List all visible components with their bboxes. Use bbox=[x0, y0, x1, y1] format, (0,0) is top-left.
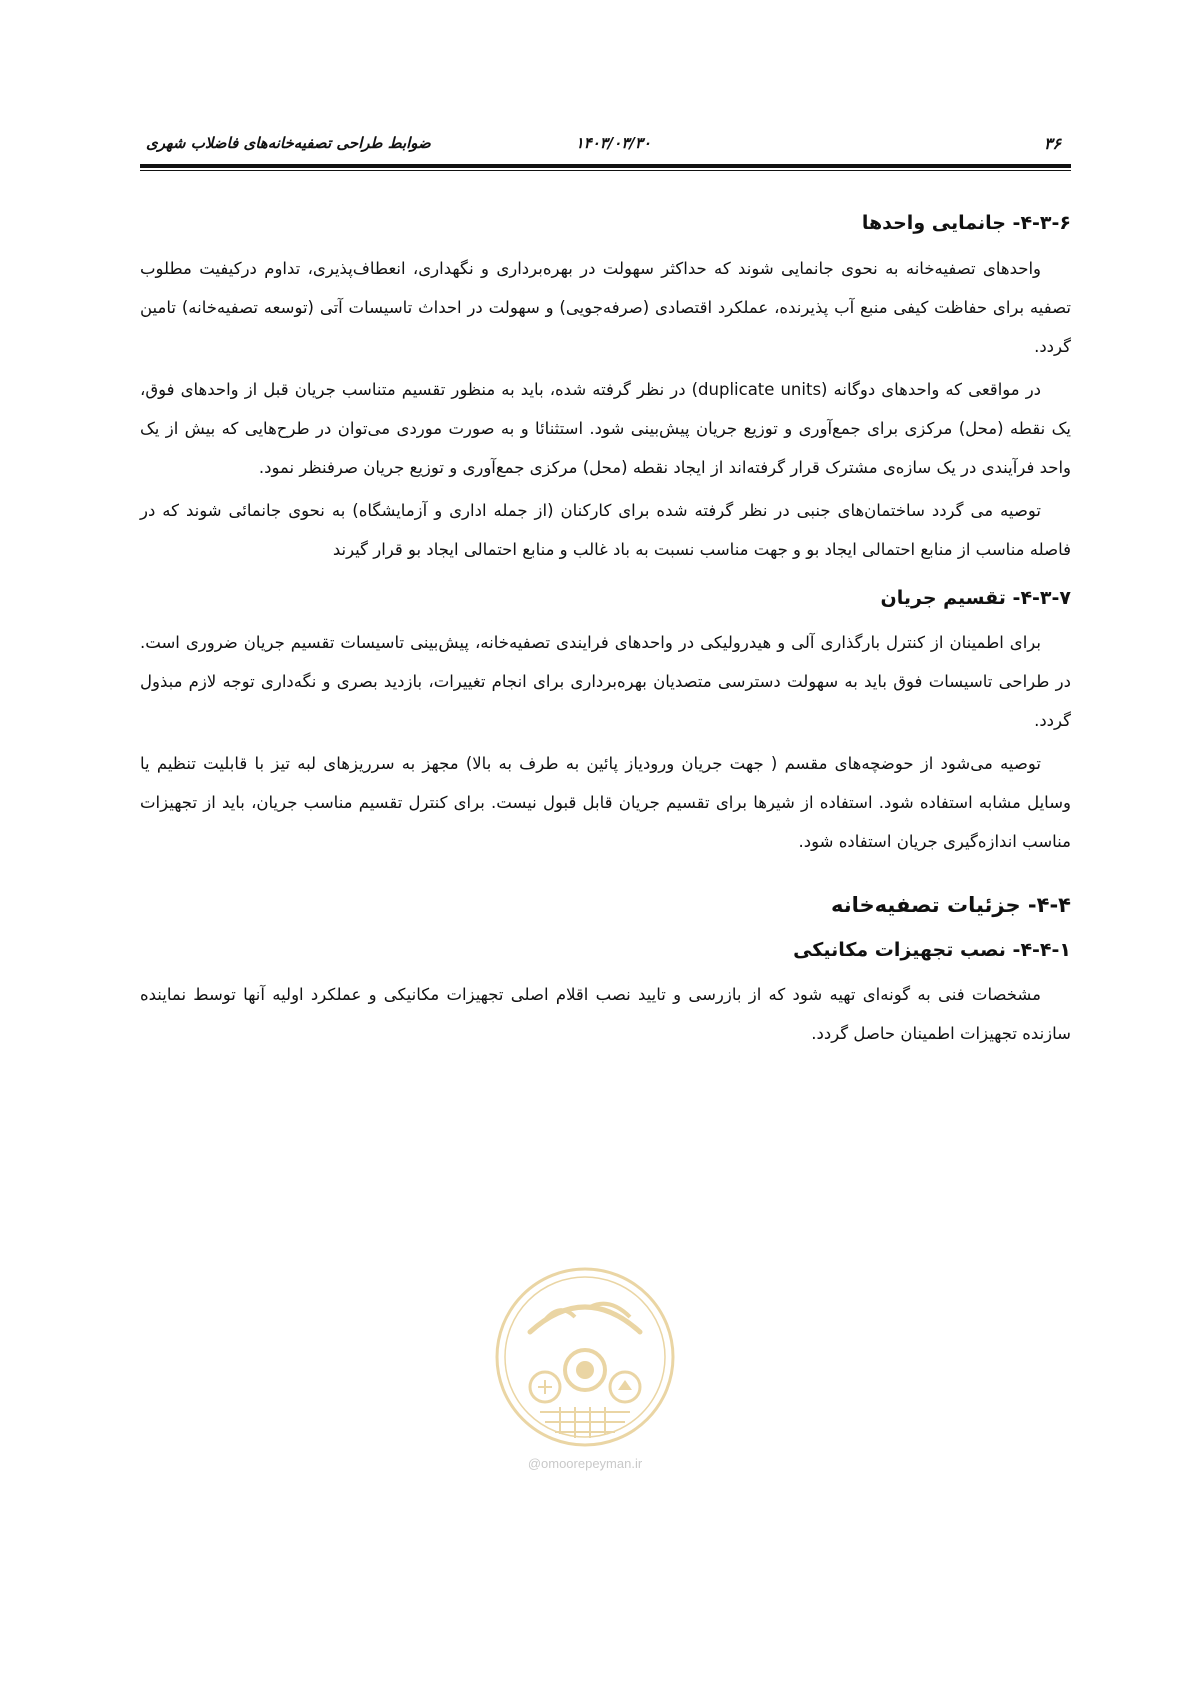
watermark-url: @omoorepeyman.ir bbox=[527, 1456, 643, 1471]
header-date: ۱۴۰۳/۰۳/۳۰ bbox=[575, 134, 651, 152]
section-heading-mechanical-installation: ۴-۴-۱- نصب تجهیزات مکانیکی bbox=[793, 938, 1071, 961]
header-rule-thin bbox=[140, 170, 1071, 171]
section-heading-unit-layout: ۴-۳-۶- جانمایی واحدها bbox=[861, 212, 1071, 234]
page-header bbox=[140, 126, 1071, 160]
paragraph: واحدهای تصفیه‌خانه به نحوی جانمایی شوند که حداکثر سهولت در بهره‌برداری و نگهداری، انعطاف‌پذیری، تداوم درکیفیت مطلوب تصفیه برای حفاظت کیفی منبع آب پذیرنده، عملکرد اقتصادی (صرفه‌جویی) و سهولت در احداث تاسیسات آتی (توسعه تصفیه‌خانه) تامین گردد. bbox=[140, 258, 1071, 356]
main-content bbox=[140, 206, 1071, 1057]
paragraph: برای اطمینان از کنترل بارگذاری آلی و هیدرولیکی در واحدهای فرایندی تصفیه‌خانه، پیش‌بینی تاسیسات تقسیم جریان ضروری است. در طراحی تاسیسات فوق باید به سهولت دسترسی متصدیان بهره‌برداری برای انجام تغییرات، بازدید بصری و نگه‌داری توجه لازم مبذول گردد. bbox=[140, 633, 1071, 731]
paragraph: مشخصات فنی به گونه‌ای تهیه شود که از بازرسی و تایید نصب اقلام اصلی تجهیزات مکانیکی و عملکرد اولیه آنها توسط نماینده سازنده تجهیزات اطمینان حاصل گردد. bbox=[140, 985, 1071, 1044]
paragraph: توصیه می گردد ساختمان‌های جنبی در نظر گرفته شده برای کارکنان (از جمله اداری و آزمایشگاه) به نحوی جانمائی شوند که در فاصله مناسب از منابع احتمالی ایجاد بو و جهت مناسب نسبت به باد غالب و منابع احتمالی ایجاد بو قرار گیرند bbox=[140, 500, 1071, 559]
page-number: ۳۶ bbox=[1043, 134, 1061, 153]
section-heading-flow-division: ۴-۳-۷- تقسیم جریان bbox=[880, 586, 1071, 609]
header-rule-thick bbox=[140, 164, 1071, 168]
paragraph: در مواقعی که واحدهای دوگانه (duplicate units) در نظر گرفته شده، باید به منظور تقسیم متناسب جریان قبل از واحدهای فوق، یک نقطه (محل) مرکزی برای جمع‌آوری و توزیع جریان پیش‌بینی شود. استثنائا و به صورت موردی می‌توان در طرح‌هایی که بیش از یک واحد فرآیندی در یک سازه‌ی مشترک قرار گرفته‌اند از ایجاد نقطه (محل) مرکزی جمع‌آوری و توزیع جریان صرفنظر نمود. bbox=[140, 379, 1071, 477]
section-heading-plant-details: ۴-۴- جزئیات تصفیه‌خانه bbox=[831, 893, 1071, 918]
watermark-seal-icon bbox=[490, 1262, 680, 1452]
header-title: ضوابط طراحی تصفیه‌خانه‌های فاضلاب شهری bbox=[146, 134, 431, 152]
paragraph: توصیه می‌شود از حوضچه‌های مقسم ( جهت جریان ورودیاز پائین به طرف به بالا) مجهز به سرریزهای لبه تیز با قابلیت تنظیم یا وسایل مشابه استفاده شود. استفاده از شیرها برای تقسیم جریان قابل قبول نیست. برای کنترل تقسیم مناسب جریان، باید از تجهیزات مناسب اندازه‌گیری جریان استفاده شود. bbox=[140, 754, 1071, 852]
